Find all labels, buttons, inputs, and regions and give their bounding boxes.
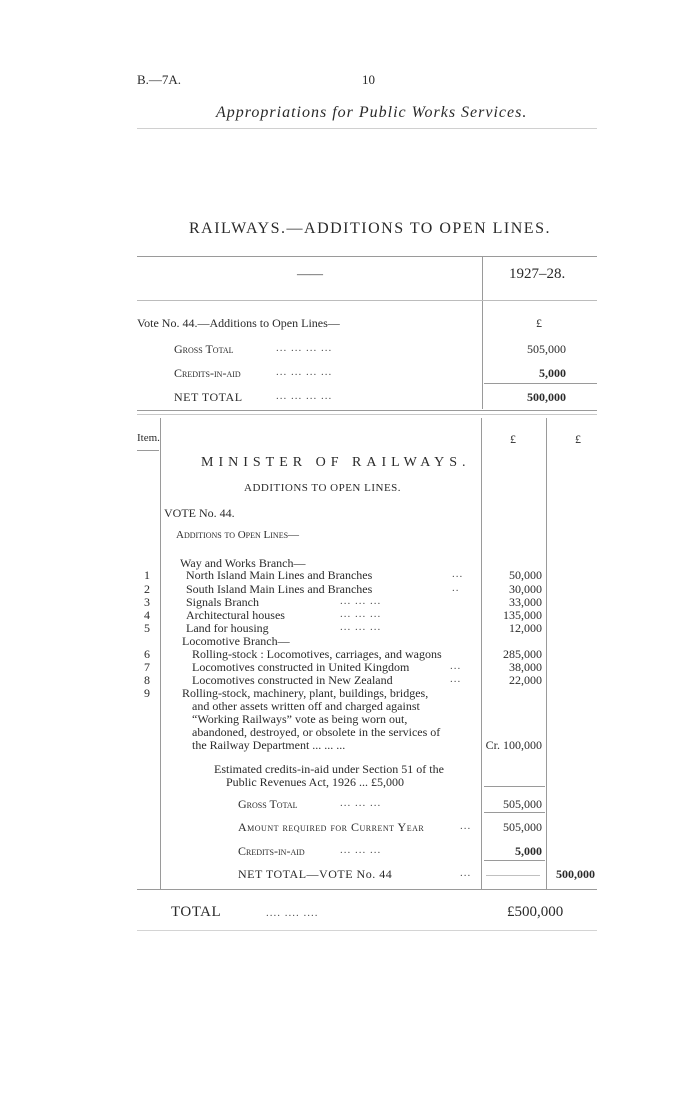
item-description: Architectural houses <box>186 608 285 622</box>
page-title: Appropriations for Public Works Services. <box>216 104 528 121</box>
item-dots: ... ... ... <box>340 595 382 607</box>
summary-credits-value: 5,000 <box>539 366 566 380</box>
detail-bottom-rule <box>137 889 597 890</box>
net-total-vote-label: NET TOTAL—VOTE No. 44 <box>238 867 393 881</box>
summary-gross-total-value: 505,000 <box>527 342 566 356</box>
locomotive-heading: Locomotive Branch— <box>182 634 290 648</box>
vote-number: VOTE No. 44. <box>164 506 235 520</box>
way-works-heading: Way and Works Branch— <box>180 556 306 570</box>
item-number: 2 <box>144 582 150 596</box>
summary-net-total-value: 500,000 <box>527 390 566 404</box>
item-description: North Island Main Lines and Branches <box>186 568 373 582</box>
item-dots: ... <box>450 673 462 685</box>
summary-dots: ... ... ... ... <box>276 390 333 402</box>
item-column-divider <box>160 418 161 890</box>
item-header-rule <box>137 450 159 451</box>
credits-in-aid-label: Credits-in-aid <box>238 844 305 858</box>
item-amount: 33,000 <box>509 595 542 609</box>
item-description: Signals Branch <box>186 595 259 609</box>
page-bottom-rule <box>137 930 597 931</box>
grand-total-dots: .... .... .... <box>266 907 319 919</box>
item-amount: 30,000 <box>509 582 542 596</box>
item-amount: 12,000 <box>509 621 542 635</box>
summary-top-rule <box>137 256 597 257</box>
item-description-line: abandoned, destroyed, or obsolete in the services of <box>192 725 441 739</box>
item-amount: 285,000 <box>503 647 542 661</box>
item-description: Land for housing <box>186 621 269 635</box>
additions-heading: Additions to Open Lines— <box>176 529 300 541</box>
summary-bottom-rule-2 <box>137 414 597 415</box>
grand-total-value: £500,000 <box>507 904 564 920</box>
item-number: 7 <box>144 660 150 674</box>
item-number: 3 <box>144 595 150 609</box>
item-amount: 50,000 <box>509 568 542 582</box>
item-number: 6 <box>144 647 150 661</box>
document-reference: B.—7A. <box>137 72 182 87</box>
item-description-line: “Working Railways” vote as being worn out, <box>192 712 408 726</box>
item-amount: 135,000 <box>503 608 542 622</box>
summary-credits-label: Credits-in-aid <box>174 366 241 380</box>
summary-dots: ... ... ... ... <box>276 366 333 378</box>
summary-header-rule <box>137 300 597 301</box>
summary-dots: ... ... ... ... <box>276 342 333 354</box>
summary-gross-total-label: Gross Total <box>174 342 234 356</box>
item-amount: 38,000 <box>509 660 542 674</box>
item-description-line: Rolling-stock, machinery, plant, buildings, bridges, <box>182 686 429 700</box>
credits-note-line: Estimated credits-in-aid under Section 51 of the <box>214 762 444 776</box>
summary-divider <box>482 256 483 409</box>
item-amount: 22,000 <box>509 673 542 687</box>
item-header: Item. <box>137 432 160 444</box>
sum-rule <box>484 860 545 861</box>
detail-subtitle: ADDITIONS TO OPEN LINES. <box>244 482 402 494</box>
summary-net-total-label: NET TOTAL <box>174 390 243 404</box>
item-dots: ... <box>452 568 464 580</box>
gross-total-label: Gross Total <box>238 797 298 811</box>
sum-rule <box>484 812 545 813</box>
summary-year-header: 1927–28. <box>509 266 566 282</box>
item-number: 4 <box>144 608 150 622</box>
item-description: Locomotives constructed in New Zealand <box>192 673 393 687</box>
net-total-vote-value: 500,000 <box>556 867 595 881</box>
item-amount-credit: Cr. 100,000 <box>485 738 542 752</box>
item-description: South Island Main Lines and Branches <box>186 582 373 596</box>
amount-currency: £ <box>510 432 516 446</box>
item-number: 9 <box>144 686 150 700</box>
section-title: RAILWAYS.—ADDITIONS TO OPEN LINES. <box>189 220 551 237</box>
item-number: 1 <box>144 568 150 582</box>
total-column-divider <box>546 418 547 890</box>
item-dots: ... ... ... <box>340 621 382 633</box>
sum-rule <box>484 786 545 787</box>
credits-note-line: Public Revenues Act, 1926 ... £5,000 <box>226 775 404 789</box>
header-rule <box>137 128 597 129</box>
item-dots: ... ... ... <box>340 608 382 620</box>
item-dots: .. <box>452 582 460 594</box>
minister-heading: MINISTER OF RAILWAYS. <box>201 455 471 470</box>
summary-vote-line: Vote No. 44.—Additions to Open Lines— <box>137 316 340 330</box>
amount-required-value: 505,000 <box>503 820 542 834</box>
item-dots: ... <box>450 660 462 672</box>
item-description-line: and other assets written off and charged against <box>192 699 420 713</box>
credits-in-aid-dots: ... ... ... <box>340 844 382 856</box>
summary-left-header: —— <box>297 266 323 281</box>
gross-total-dots: ... ... ... <box>340 797 382 809</box>
summary-bottom-rule <box>137 410 597 411</box>
amount-required-dots: ... <box>460 820 472 832</box>
summary-currency: £ <box>536 316 542 330</box>
item-description: Rolling-stock : Locomotives, carriages, and wagons <box>192 647 442 661</box>
item-description-line: the Railway Department ... ... ... <box>192 738 346 752</box>
page-number: 10 <box>362 72 375 87</box>
amount-required-label: Amount required for Current Year <box>238 820 425 834</box>
net-total-blank-rule <box>486 875 540 876</box>
total-currency: £ <box>575 432 581 446</box>
item-number: 5 <box>144 621 150 635</box>
gross-total-value: 505,000 <box>503 797 542 811</box>
grand-total-label: TOTAL <box>171 904 222 920</box>
item-description: Locomotives constructed in United Kingdom <box>192 660 410 674</box>
item-number: 8 <box>144 673 150 687</box>
credits-in-aid-value: 5,000 <box>515 844 542 858</box>
summary-sum-rule <box>484 383 597 384</box>
net-total-dots: ... <box>460 867 472 879</box>
